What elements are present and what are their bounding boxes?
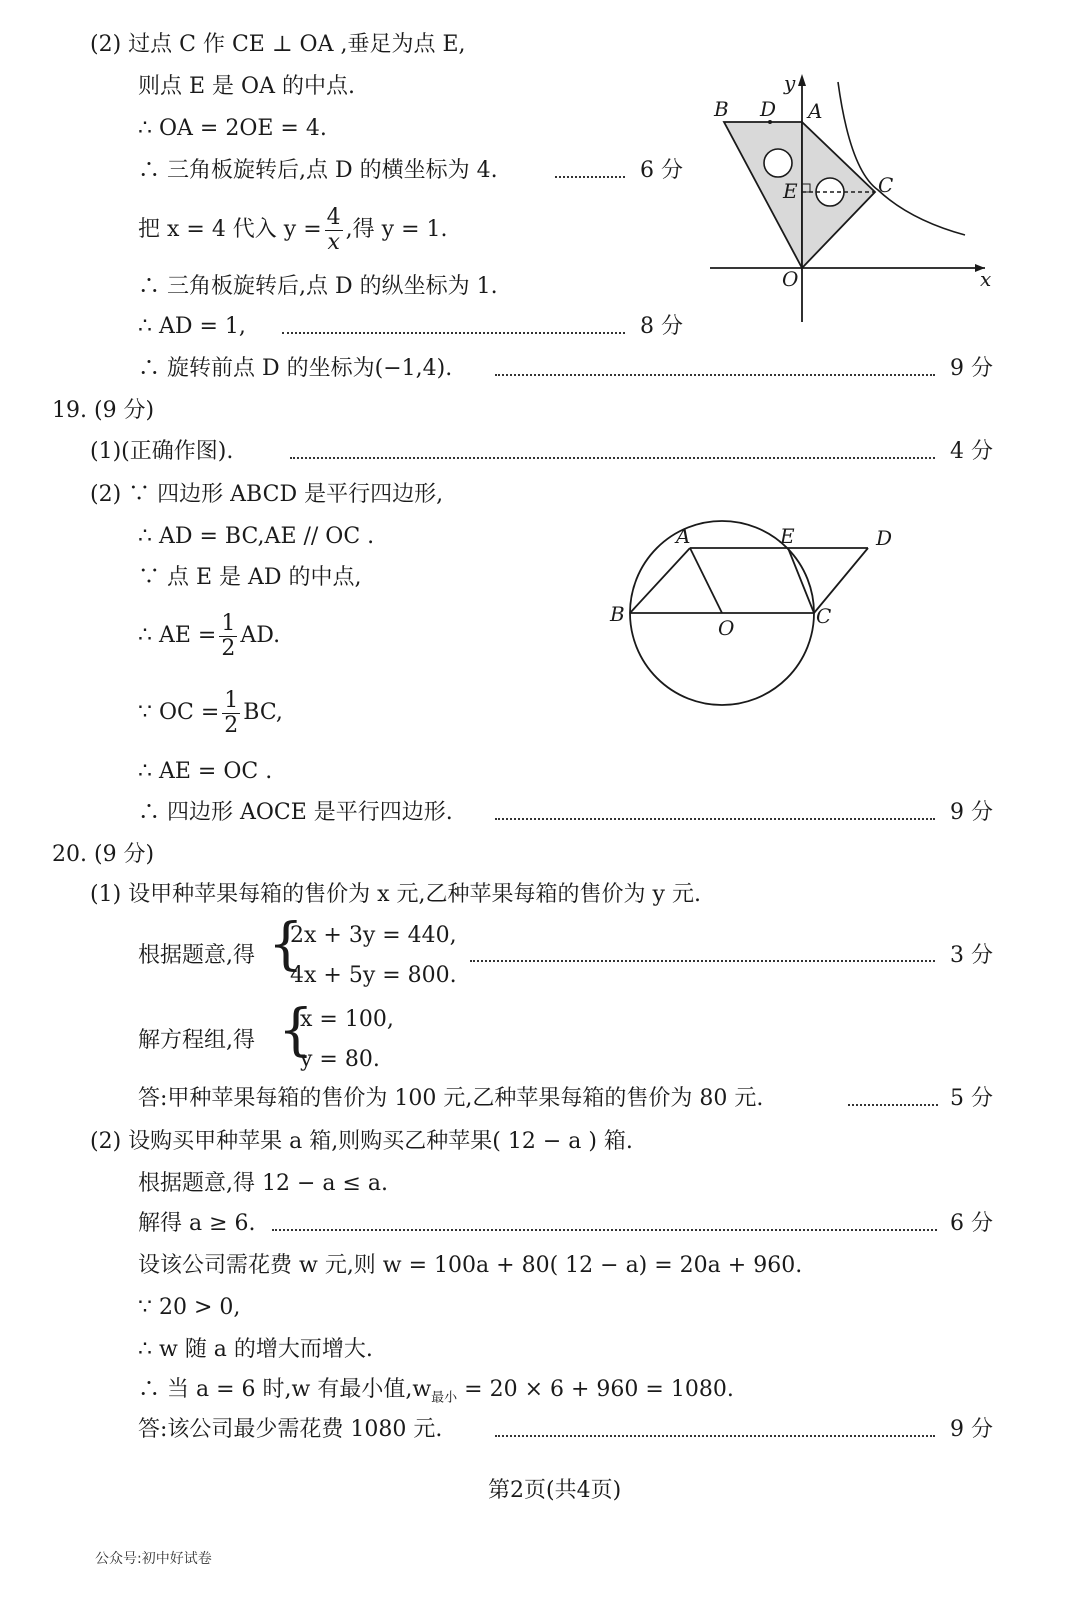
q19-line-2: ∴ AD = BC,AE // OC . [138,524,375,549]
q20-leader-6 [272,1213,937,1231]
q18-line-1: (2) 过点 C 作 CE ⊥ OA ,垂足为点 E, [90,32,466,57]
label-b: B [714,97,729,121]
label-a: A [808,99,823,123]
q18-leader-8 [495,358,935,376]
q20-line-10-a: ∴ 当 a = 6 时,w 有最小值,w [138,1377,432,1402]
q18-line-5-a: 把 x = 4 代入 y = [138,217,322,242]
q20-line-11: 答:该公司最少需花费 1080 元. [138,1417,443,1442]
q20-leader-11 [495,1419,935,1437]
q18-leader-4 [555,160,625,178]
q20-eq-1: 2x + 3y = 440, [290,923,457,948]
q19-line-4-b: AD. [240,623,281,648]
q18-score-8: 9 分 [950,356,993,381]
label-b: B [610,602,625,626]
q19-score-1: 4 分 [950,439,993,464]
segment-ab [630,548,690,613]
label-o: O [718,616,735,640]
fraction-numerator: 1 [224,687,239,713]
q19-part-2: (2) ∵ 四边形 ABCD 是平行四边形, [90,482,444,507]
q18-leader-7 [282,316,625,334]
q19-leader-1 [290,441,935,459]
q19-line-3: ∵ 点 E 是 AD 的中点, [138,565,362,590]
q20-line-4: 答:甲种苹果每箱的售价为 100 元,乙种苹果每箱的售价为 80 元. [138,1086,764,1111]
fraction-denominator: x [327,229,340,255]
q18-score-4: 6 分 [640,158,683,183]
q18-score-7: 8 分 [640,314,683,339]
label-e: E [783,179,798,203]
q19-line-4 [138,606,280,666]
q18-line-6: ∴ 三角板旋转后,点 D 的纵坐标为 1. [138,274,498,299]
fraction-numerator: 1 [221,610,236,636]
q19-line-7: ∴ 四边形 AOCE 是平行四边形. [138,800,453,825]
segment-ao [690,548,722,613]
left-brace-icon: { [278,998,314,1063]
label-e: E [780,524,795,548]
left-brace-icon: { [268,912,304,977]
q19-line-5-a: ∵ OC = [138,700,220,725]
q19-score-7: 9 分 [950,800,993,825]
label-d: D [876,526,893,550]
q20-line-3: 解方程组,得 [138,1028,255,1053]
page-footer: 第2页(共4页) [488,1478,622,1503]
q20-header: 20. (9 分) [52,842,155,867]
segment-ec [788,548,814,613]
q18-figure [700,60,1000,330]
q19-leader-7 [495,802,935,820]
label-c: C [878,173,894,197]
label-d: D [760,97,777,121]
fraction-numerator: 4 [326,204,341,230]
label-y: y [784,71,796,95]
q20-score-11: 9 分 [950,1417,993,1442]
q18-line-7: ∴ AD = 1, [138,314,246,339]
q19-line-4-a: ∴ AE = [138,623,217,648]
board-hole-1 [764,149,792,177]
q20-line-5: 根据题意,得 12 − a ≤ a. [138,1171,389,1196]
q19-line-5 [138,683,283,743]
hyperbola-curve [838,82,965,235]
label-o: O [782,267,799,291]
fraction-4-over-x [325,206,343,255]
fraction-half-bc [222,689,240,738]
q20-score-6: 6 分 [950,1211,993,1236]
fraction-denominator: 2 [221,635,236,661]
q20-part-1: (1) 设甲种苹果每箱的售价为 x 元,乙种苹果每箱的售价为 y 元. [90,882,701,907]
q19-part-1: (1)(正确作图). [90,439,234,464]
q18-line-2: 则点 E 是 OA 的中点. [138,74,355,99]
q20-eq-2: 4x + 5y = 800. [290,963,457,988]
q18-line-5 [138,200,448,260]
q20-line-8: ∵ 20 > 0, [138,1295,241,1320]
fraction-denominator: 2 [224,712,239,738]
q20-leader-4 [848,1088,938,1106]
q20-line-10-b: = 20 × 6 + 960 = 1080. [457,1377,734,1402]
q20-result-2: y = 80. [300,1047,380,1072]
q18-line-5-b: ,得 y = 1. [345,217,448,242]
q20-line-7: 设该公司需花费 w 元,则 w = 100a + 80( 12 − a) = 20a + 960. [138,1253,803,1278]
q20-line-2: 根据题意,得 [138,943,255,968]
q20-part-2: (2) 设购买甲种苹果 a 箱,则购买乙种苹果( 12 − a ) 箱. [90,1129,633,1154]
label-x: x [980,267,992,291]
q20-line-9: ∴ w 随 a 的增大而增大. [138,1337,373,1362]
q20-leader-2 [470,944,935,962]
q20-score-2: 3 分 [950,943,993,968]
fraction-half-ad [219,612,237,661]
q18-line-4: ∴ 三角板旋转后,点 D 的横坐标为 4. [138,158,498,183]
label-a: A [676,524,691,548]
q19-figure [600,515,910,715]
q20-line-6: 解得 a ≥ 6. [138,1211,256,1236]
y-axis-arrow-icon [798,74,806,86]
subscript-min: 最小 [431,1390,458,1406]
q18-line-8: ∴ 旋转前点 D 的坐标为(−1,4). [138,356,453,381]
label-c: C [816,604,832,628]
q20-result-1: x = 100, [300,1007,394,1032]
q18-line-3: ∴ OA = 2OE = 4. [138,116,327,141]
q19-line-6: ∴ AE = OC . [138,759,273,784]
q20-line-10 [138,1375,734,1413]
q19-header: 19. (9 分) [52,398,155,423]
watermark: 公众号:初中好试卷 [95,1551,212,1567]
q20-score-4: 5 分 [950,1086,993,1111]
q19-line-5-b: BC, [243,700,283,725]
